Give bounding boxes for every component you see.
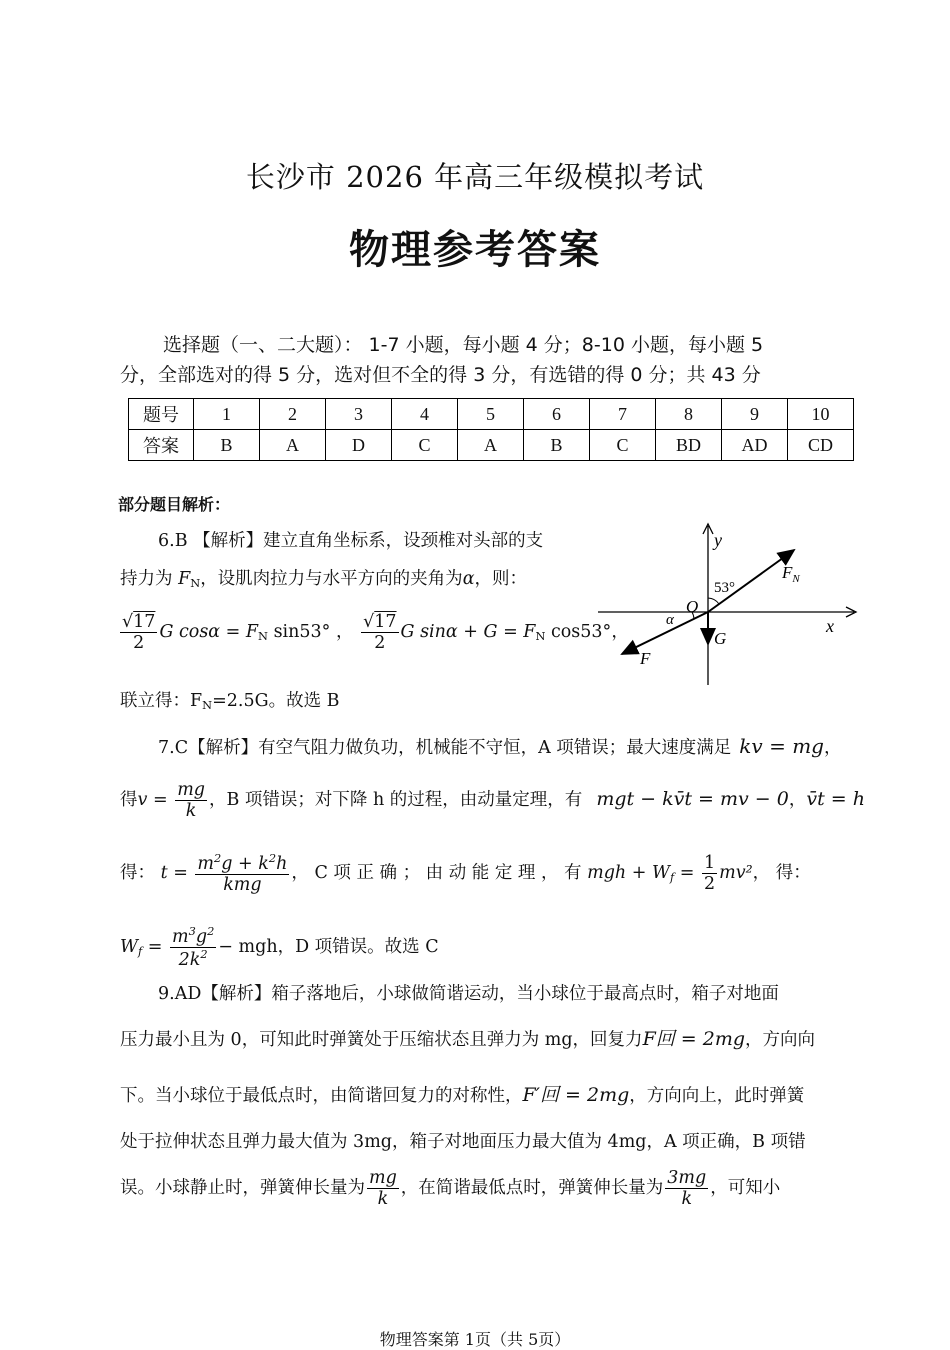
page-title: 物理参考答案 xyxy=(349,227,601,273)
result-text: 联立得：F xyxy=(120,691,203,711)
q7-line-1: 7.C【解析】有空气阻力做负功，机械能不守恒，A 项错误；最大速度满足 kv = mg， xyxy=(158,734,842,758)
table-header-answer: 答案 xyxy=(129,430,194,461)
q9-text: ，方向向 xyxy=(745,1030,816,1050)
q9-text: ，可知小 xyxy=(710,1178,781,1199)
q9-eq: F′回 = 2mg xyxy=(522,1084,630,1106)
table-cell: CD xyxy=(788,430,854,461)
section-heading: 部分题目解析： xyxy=(118,495,231,514)
table-cell: D xyxy=(326,430,392,461)
q9-text: ，方向向上，此时弹簧 xyxy=(629,1086,805,1106)
table-cell: A xyxy=(458,430,524,461)
q7-eq: kv = mg xyxy=(739,734,824,758)
equation-1-end: sin53° xyxy=(268,622,331,643)
q6-line-1: 6.B 【解析】建立直角坐标系，设颈椎对头部的支 xyxy=(158,531,544,551)
q7-text: 7.C【解析】有空气阻力做负功，机械能不守恒，A 项错误；最大速度满足 xyxy=(158,738,732,758)
q7-text: ，B 项错误；对下降 h 的过程，由动量定理，有 xyxy=(208,790,583,811)
table-cell: 2 xyxy=(260,399,326,430)
fraction: $\frac{m^2g + k^2h}{\text{kmg}}$ xyxy=(197,851,288,895)
result-text-end: =2.5G。故选 B xyxy=(212,691,340,711)
answer-table xyxy=(128,398,854,461)
q9-line-4: 处于拉伸状态且弹力最大值为 3mg，箱子对地面压力最大值为 4mg，A 项正确，B 项错 xyxy=(120,1132,806,1152)
q7-text: 得： xyxy=(120,863,155,884)
q7-text: ， C 项 正 确 ； 由 动 能 定 理 ， 有 xyxy=(291,863,582,884)
q7-eq: mv² xyxy=(719,863,753,884)
fn-label-main: F xyxy=(782,563,793,582)
x-label: x xyxy=(826,616,834,636)
fraction: $\frac{3mg}{k}$ xyxy=(667,1168,707,1210)
q7-line-2: 得v = $\frac{mg}{k}$ ，B 项错误；对下降 h 的过程，由动量定理，有 mgt − kv̄t = mv − 0，v̄t = h xyxy=(120,780,865,822)
table-cell: B xyxy=(194,430,260,461)
q9-eq: F回 = 2mg xyxy=(642,1028,746,1050)
table-cell: B xyxy=(524,430,590,461)
force-diagram xyxy=(594,520,864,690)
table-cell: 1 xyxy=(194,399,260,430)
fraction: $\frac{√17}{2}$ xyxy=(363,612,397,654)
angle-arc-53 xyxy=(708,598,719,604)
fn-label xyxy=(781,563,800,585)
q7-eq: mgt − kv̄t = mv − 0 xyxy=(596,788,789,811)
table-cell: 4 xyxy=(392,399,458,430)
sqrt-value: 17 xyxy=(133,612,156,632)
table-row-answers xyxy=(129,430,854,461)
instructions-line-2: 分，全部选对的得 5 分，选对但不全的得 3 分，有选错的得 0 分；共 43 分 xyxy=(120,364,761,386)
table-cell: 8 xyxy=(656,399,722,430)
q6-line-2: 持力为 $F_N$，设肌肉拉力与水平方向的夹角为α，则： xyxy=(120,569,528,590)
fraction: $\frac{√17}{2}$ xyxy=(122,612,156,654)
q7-line-3: 得： t = $\frac{m^2g + k^2h}{\text{kmg}}$ ， C 项 正 确 ； 由 动 能 定 理 ， 有 mgh + $W_f$ = $\frac{1}{2}$ mv²， 得： xyxy=(120,851,811,895)
table-cell: C xyxy=(590,430,656,461)
g-label: G xyxy=(714,629,727,648)
sqrt-value: 17 xyxy=(374,612,397,632)
table-cell: 9 xyxy=(722,399,788,430)
alpha-label: α xyxy=(666,612,674,628)
fn-label-sub: N xyxy=(792,573,800,585)
q9-text: 下。当小球位于最低点时，由简谐回复力的对称性， xyxy=(120,1086,523,1106)
q6-text: ，设肌肉拉力与水平方向的夹角为 xyxy=(200,569,463,589)
q6-text: 持力为 xyxy=(120,569,179,589)
q7-text: ， 得： xyxy=(752,863,811,884)
table-cell: 6 xyxy=(524,399,590,430)
origin-label: O xyxy=(686,597,699,616)
table-row-numbers xyxy=(129,399,854,430)
table-cell: A xyxy=(260,430,326,461)
q7-eq: v̄t = h xyxy=(806,788,865,811)
fraction: $\frac{1}{2}$ xyxy=(703,852,716,895)
page-footer: 物理答案第 1页（共 5页） xyxy=(379,1330,571,1349)
q7-text: 得 xyxy=(120,790,138,811)
q9-line-1: 9.AD【解析】箱子落地后，小球做简谐运动，当小球位于最高点时，箱子对地面 xyxy=(158,984,779,1004)
denominator: 2 xyxy=(133,633,145,654)
angle-label: 53° xyxy=(714,580,735,596)
q6-text: ，则： xyxy=(474,569,528,589)
q9-line-5 xyxy=(120,1168,780,1209)
exam-subtitle: 长沙市 2026 年高三年级模拟考试 xyxy=(245,160,705,194)
q9-text: 误。小球静止时，弹簧伸长量为 xyxy=(120,1178,365,1199)
instructions-line-1: 选择题（一、二大题）： 1-7 小题，每小题 4 分；8-10 小题，每小题 5 xyxy=(163,334,764,356)
q9-text: ，在简谐最低点时，弹簧伸长量为 xyxy=(400,1178,664,1199)
table-cell: C xyxy=(392,430,458,461)
denominator: 2 xyxy=(374,633,386,654)
fraction: $\frac{m^3g^2}{2k^2}$ xyxy=(172,924,215,970)
q7-text: − mgh，D 项错误。故选 C xyxy=(218,936,439,957)
table-cell: 7 xyxy=(590,399,656,430)
q9-text: 压力最小且为 0，可知此时弹簧处于压缩状态且弹力为 mg，回复力 xyxy=(120,1030,643,1050)
table-cell: 5 xyxy=(458,399,524,430)
q9-line-3 xyxy=(120,1080,804,1107)
fraction: $\frac{mg}{k}$ xyxy=(369,1168,397,1210)
table-cell: 10 xyxy=(788,399,854,430)
equation-1: G cosα = F xyxy=(159,622,259,643)
q7-eq: mgh + W xyxy=(587,863,670,884)
q9-line-2 xyxy=(120,1024,815,1051)
f-vector xyxy=(622,612,708,654)
q7-eq: = xyxy=(674,863,700,884)
table-cell: BD xyxy=(656,430,722,461)
equation-2-end: cos53° xyxy=(545,622,612,643)
equation-2: G sinα + G = F xyxy=(400,622,536,643)
table-cell: AD xyxy=(722,430,788,461)
f-label: F xyxy=(640,649,651,668)
fraction: $\frac{mg}{k}$ xyxy=(177,780,205,822)
q7-line-4: $W_f$ = $\frac{m^3g^2}{2k^2}$ − mgh，D 项错误。故选 C xyxy=(120,924,439,970)
table-cell: 3 xyxy=(326,399,392,430)
table-header-number: 题号 xyxy=(129,399,194,430)
q6-result: 联立得：$F_N=2.5G$。故选 B xyxy=(120,691,340,712)
q6-equations: $\frac{√17}{2}$ G $\cos\alpha = F_N$ sin53° ， $\frac{√17}{2}$ G $\sin\alpha + G = F_N$ cos53°， xyxy=(122,612,629,654)
y-label: y xyxy=(714,530,722,550)
